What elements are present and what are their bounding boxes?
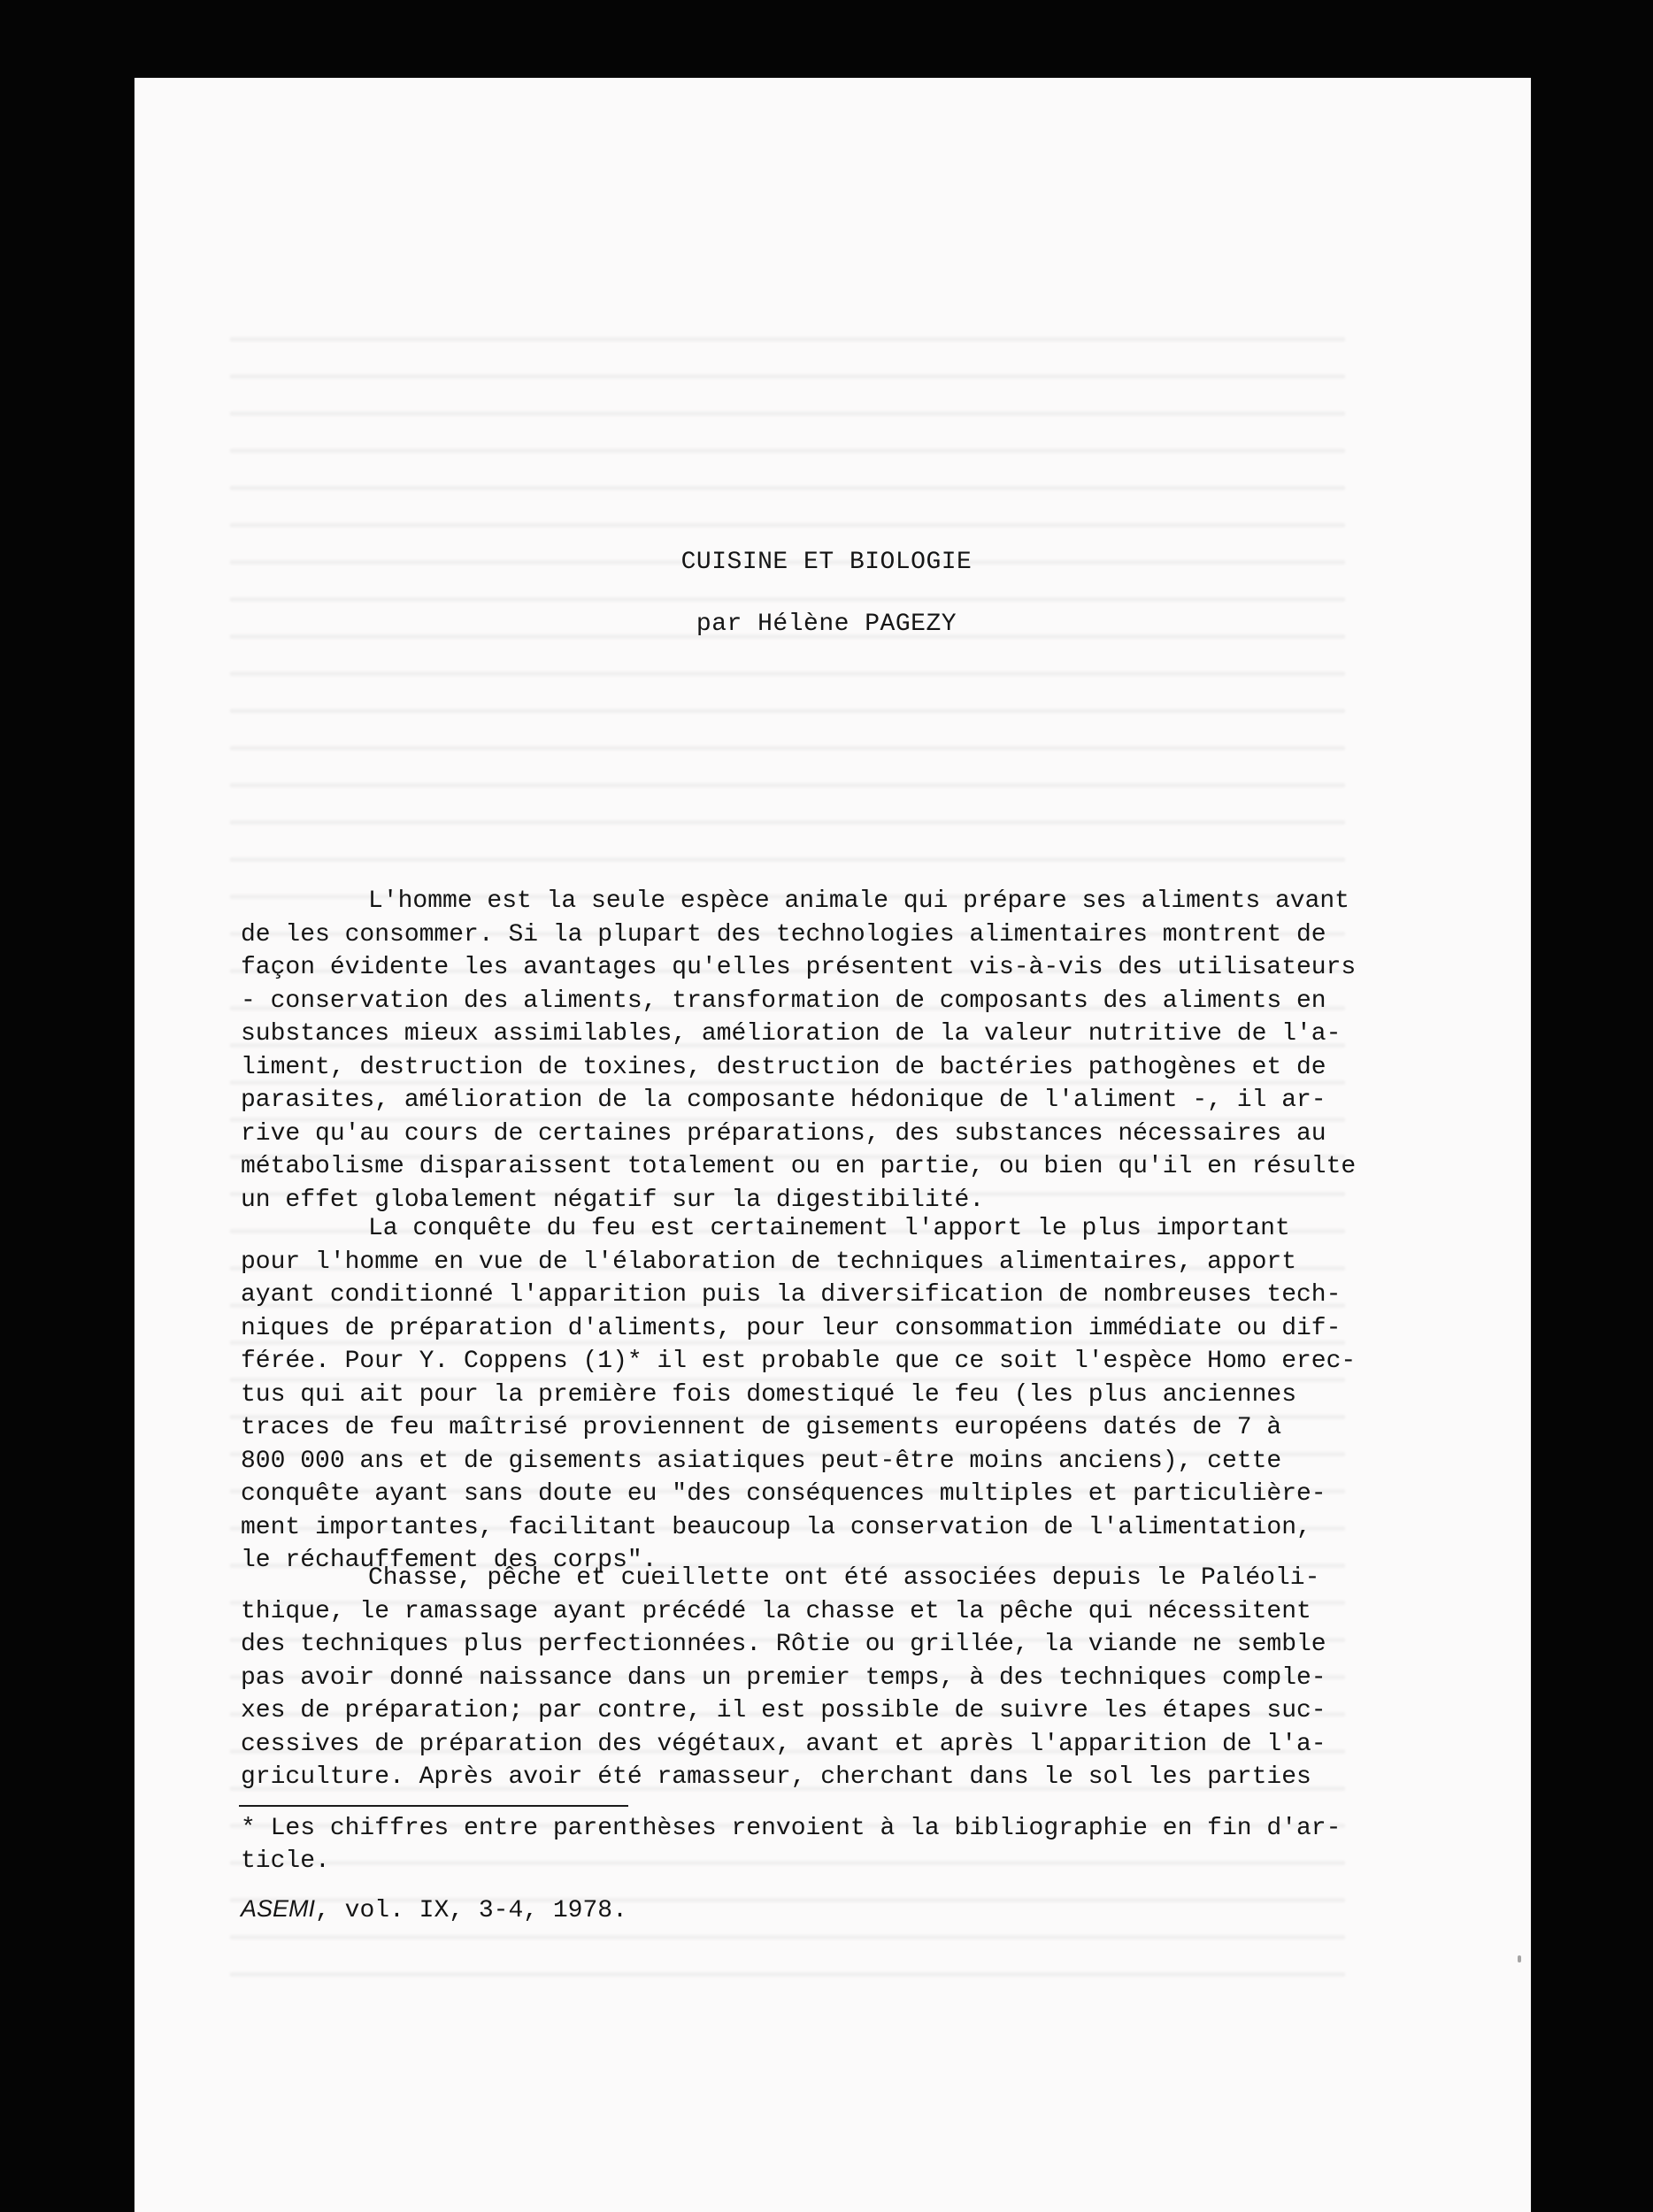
paragraph-line: parasites, amélioration de la composante hédonique de l'aliment -, il ar-: [241, 1087, 1326, 1114]
document-title: CUISINE ET BIOLOGIE: [680, 549, 973, 576]
paragraph-line: traces de feu maîtrisé proviennent de gisements européens datés de 7 à: [241, 1414, 1282, 1441]
paragraph-line: conquête ayant sans doute eu "des conséquences multiples et particulière-: [241, 1480, 1326, 1508]
paragraph-line: ment importantes, facilitant beaucoup la conservation de l'alimentation,: [241, 1513, 1311, 1541]
footnote-separator: [239, 1805, 628, 1807]
footnote: [241, 1812, 1342, 1878]
paragraph-line: façon évidente les avantages qu'elles présentent vis-à-vis des utilisateurs: [241, 954, 1357, 981]
paragraph-line: ayant conditionné l'apparition puis la diversification de nombreuses tech-: [241, 1281, 1342, 1309]
footnote-line: * Les chiffres entre parenthèses renvoient à la bibliographie en fin d'ar-: [241, 1815, 1342, 1842]
paragraph-line: xes de préparation; par contre, il est possible de suivre les étapes suc-: [241, 1697, 1326, 1724]
paragraph-line: tus qui ait pour la première fois domestiqué le feu (les plus anciennes: [241, 1380, 1296, 1409]
paragraph-line: des techniques plus perfectionnées. Rôtie ou grillée, la viande ne semble: [241, 1631, 1326, 1658]
paragraph-line: rive qu'au cours de certaines préparations, des substances nécessaires au: [241, 1119, 1326, 1148]
paragraph-line: - conservation des aliments, transformation de composants des aliments en: [241, 987, 1326, 1015]
paragraph-1: [241, 885, 1357, 1217]
paragraph-line: férée. Pour Y. Coppens (1)* il est probable que ce soit l'espèce Homo erec-: [241, 1348, 1357, 1375]
author-line: par Hélène PAGEZY: [696, 611, 957, 638]
citation-details: , vol. IX, 3-4, 1978.: [315, 1897, 627, 1924]
footnote-line: ticle.: [241, 1847, 330, 1875]
paragraph-line: cessives de préparation des végétaux, avant et après l'apparition de l'a-: [241, 1730, 1326, 1758]
paragraph-line: griculture. Après avoir été ramasseur, cherchant dans le sol les parties: [241, 1763, 1311, 1791]
paragraph-line: liment, destruction de toxines, destruction de bactéries pathogènes et de: [241, 1053, 1326, 1081]
paragraph-line: le réchauffement des corps".: [241, 1547, 657, 1574]
paragraph-line: L'homme est la seule espèce animale qui prépare ses aliments avant: [368, 887, 1349, 915]
paragraph-line: substances mieux assimilables, amélioration de la valeur nutritive de l'a-: [241, 1020, 1342, 1048]
paragraph-2: [241, 1212, 1357, 1578]
journal-name: ASEMI: [241, 1895, 316, 1922]
paragraph-line: thique, le ramassage ayant précédé la chasse et la pêche qui nécessitent: [241, 1597, 1311, 1625]
scan-speck: [1518, 1955, 1521, 1962]
source-citation: [241, 1895, 627, 1924]
paragraph-line: niques de préparation d'aliments, pour leur consommation immédiate ou dif-: [241, 1314, 1342, 1342]
paragraph-line: de les consommer. Si la plupart des technologies alimentaires montrent de: [241, 920, 1326, 949]
paragraph-line: 800 000 ans et de gisements asiatiques peut-être moins anciens), cette: [241, 1447, 1282, 1475]
paragraph-line: La conquête du feu est certainement l'apport le plus important: [368, 1215, 1290, 1242]
paragraph-line: métabolisme disparaissent totalement ou en partie, ou bien qu'il en résulte: [241, 1153, 1357, 1180]
paragraph-3: [241, 1562, 1338, 1794]
paragraph-line: un effet globalement négatif sur la digestibilité.: [241, 1186, 985, 1214]
paragraph-line: pas avoir donné naissance dans un premier temps, à des techniques comple-: [241, 1663, 1326, 1692]
paragraph-line: pour l'homme en vue de l'élaboration de techniques alimentaires, apport: [241, 1248, 1296, 1276]
paragraph-line: Chasse, pêche et cueillette ont été associées depuis le Paléoli-: [368, 1564, 1320, 1592]
